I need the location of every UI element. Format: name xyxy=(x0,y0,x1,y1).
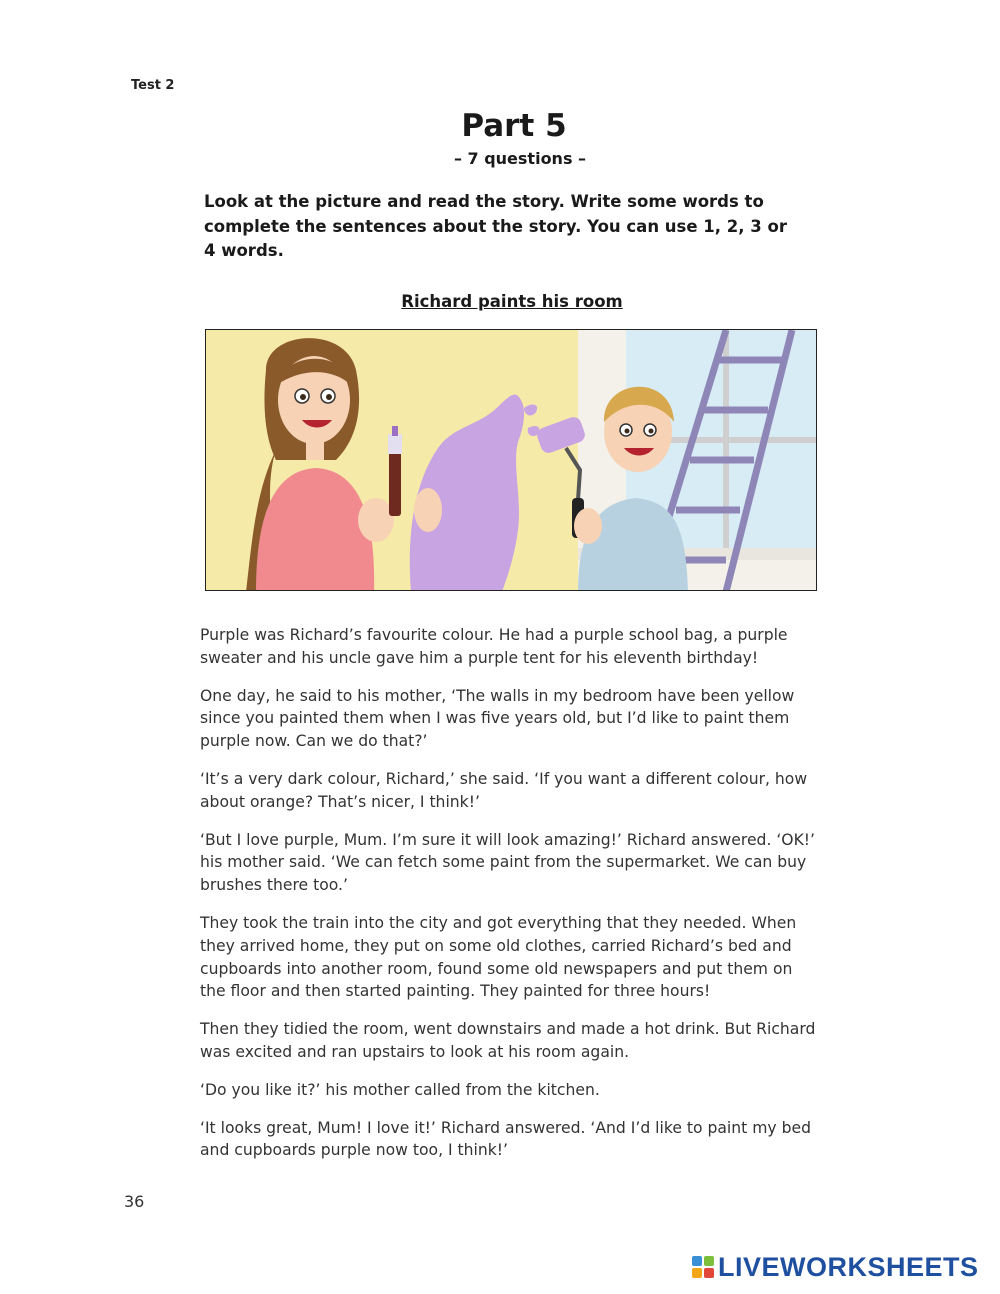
page-number: 36 xyxy=(124,1192,145,1211)
illustration-svg xyxy=(206,330,817,591)
story-paragraph-3: ‘It’s a very dark colour, Richard,’ she said. ‘If you want a different colour, how about orange? That’s nicer, I think!’ xyxy=(200,769,808,811)
liveworksheets-logo[interactable] xyxy=(692,1252,979,1282)
story-illustration xyxy=(205,329,817,591)
instructions: Look at the picture and read the story. Write some words to complete the sentences about the story. You can use 1, 2, 3 or 4 words. xyxy=(204,192,787,260)
liveworksheets-logo-icon xyxy=(692,1256,714,1278)
story-paragraph-1: Purple was Richard’s favourite colour. He had a purple school bag, a purple sweater and his uncle gave him a purple tent for his eleventh birthday! xyxy=(200,626,788,667)
story-text xyxy=(200,624,820,1177)
liveworksheets-logo-text: LIVEWORKSHEETS xyxy=(718,1251,979,1282)
story-paragraph-7: ‘Do you like it?’ his mother called from the kitchen. xyxy=(200,1080,600,1099)
story-paragraph-8: ‘It looks great, Mum! I love it!’ Richard answered. ‘And I’d like to paint my bed and cupboards purple now too, I think!’ xyxy=(200,1118,811,1160)
story-paragraph-2: One day, he said to his mother, ‘The walls in my bedroom have been yellow since you painted them when I was five years old, but I’d like to paint them purple now. Can we do that?’ xyxy=(200,686,795,751)
story-title: Richard paints his room xyxy=(401,292,623,311)
part-subtitle: – 7 questions – xyxy=(453,149,587,168)
story-paragraph-5: They took the train into the city and got everything that they needed. When they arrived home, they put on some old clothes, carried Richard’s bed and cupboards into another room, found some old newspapers and put them on the floor and then started painting. They painted for three hours! xyxy=(200,913,797,1001)
story-paragraph-4: ‘But I love purple, Mum. I’m sure it will look amazing!’ Richard answered. ‘OK!’ his mother said. ‘We can fetch some paint from the supermarket. We can buy brushes there too.’ xyxy=(200,830,816,895)
part-title: Part 5 xyxy=(461,108,567,144)
story-paragraph-6: Then they tidied the room, went downstairs and made a hot drink. But Richard was excited and ran upstairs to look at his room again. xyxy=(200,1020,816,1061)
test-label: Test 2 xyxy=(131,78,175,93)
